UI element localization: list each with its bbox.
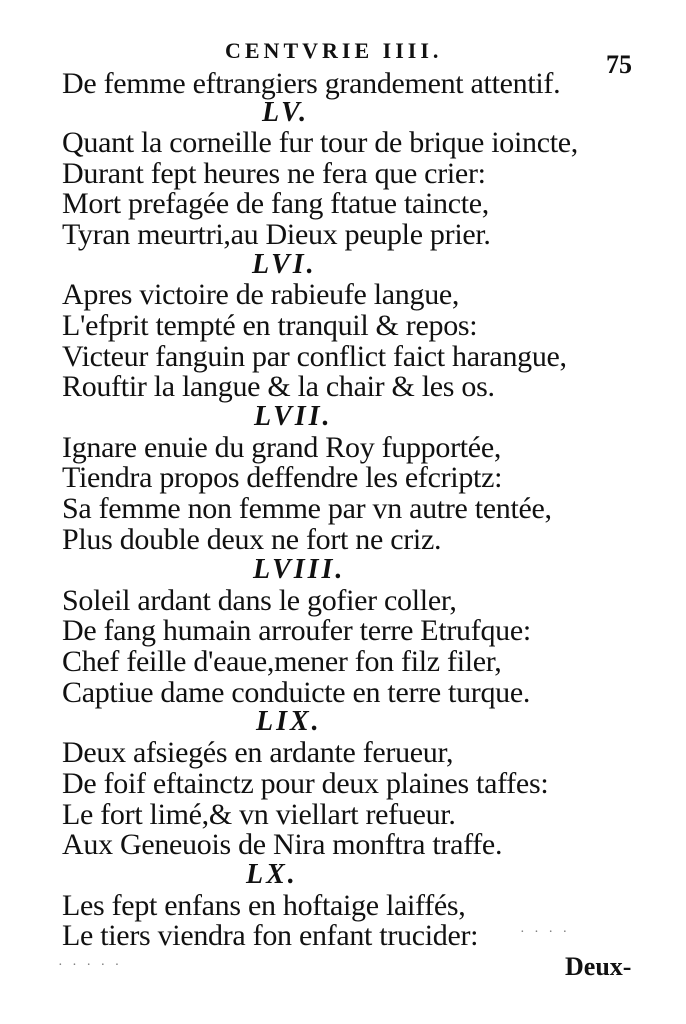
quatrain-number-lix: LIX. [256,706,322,737]
verse-line: Le tiers viendra fon enfant trucider: [62,919,479,952]
verse-line: De fang humain arroufer terre Etrufque: [62,614,531,647]
verse-line: Quant la corneille fur tour de brique ioincte, [62,126,579,159]
catchword: Deux- [565,952,632,981]
quatrain-number-lvi: LVI. [252,249,317,280]
quatrain-number-lvii: LVII. [254,401,333,432]
verse-line: Apres victoire de rabieufe langue, [62,278,460,311]
verse-line: De foif eftainctz pour deux plaines taffes: [62,767,549,800]
verse-line: Chef feille d'eaue,mener fon filz filer, [62,645,502,678]
paper-speckle: · · · · · [58,958,123,973]
verse-line: Deux afsiegés en ardante ferueur, [62,736,454,769]
quatrain-number-lviii: LVIII. [253,554,346,585]
verse-line: Tiendra propos deffendre les efcriptz: [62,461,503,494]
verse-line: Durant fept heures ne fera que crier: [62,157,486,190]
quatrain-number-lx: LX. [246,859,298,890]
verse-line: Rouftir la langue & la chair & les os. [62,370,495,403]
quatrain-number-lv: LV. [262,97,310,128]
verse-line: De femme eftrangiers grandement attentif. [62,67,561,100]
verse-line: Sa femme non femme par vn autre tentée, [62,492,552,525]
verse-line: L'efprit tempté en tranquil & repos: [62,309,478,342]
verse-line: Victeur fanguin par conflict faict harangue, [62,340,567,373]
verse-line: Le fort limé,& vn viellart refueur. [62,798,456,831]
verse-line: Tyran meurtri,au Dieux peuple prier. [62,218,491,251]
verse-line: Mort prefagée de fang ftatue taincte, [62,187,490,220]
verse-line: Aux Geneuois de Nira monftra traffe. [62,828,503,861]
running-title: CENTVRIE IIII. [225,38,443,63]
verse-line: Soleil ardant dans le gofier coller, [62,584,457,617]
page-number: 75 [606,50,632,79]
verse-line: Les fept enfans en hoftaige laiffés, [62,889,466,922]
verse-line: Plus double deux ne fort ne criz. [62,523,442,556]
paper-speckle: · · · · [520,925,571,940]
verse-line: Ignare enuie du grand Roy fupportée, [62,431,502,464]
verse-line: Captiue dame conduicte en terre turque. [62,676,531,709]
